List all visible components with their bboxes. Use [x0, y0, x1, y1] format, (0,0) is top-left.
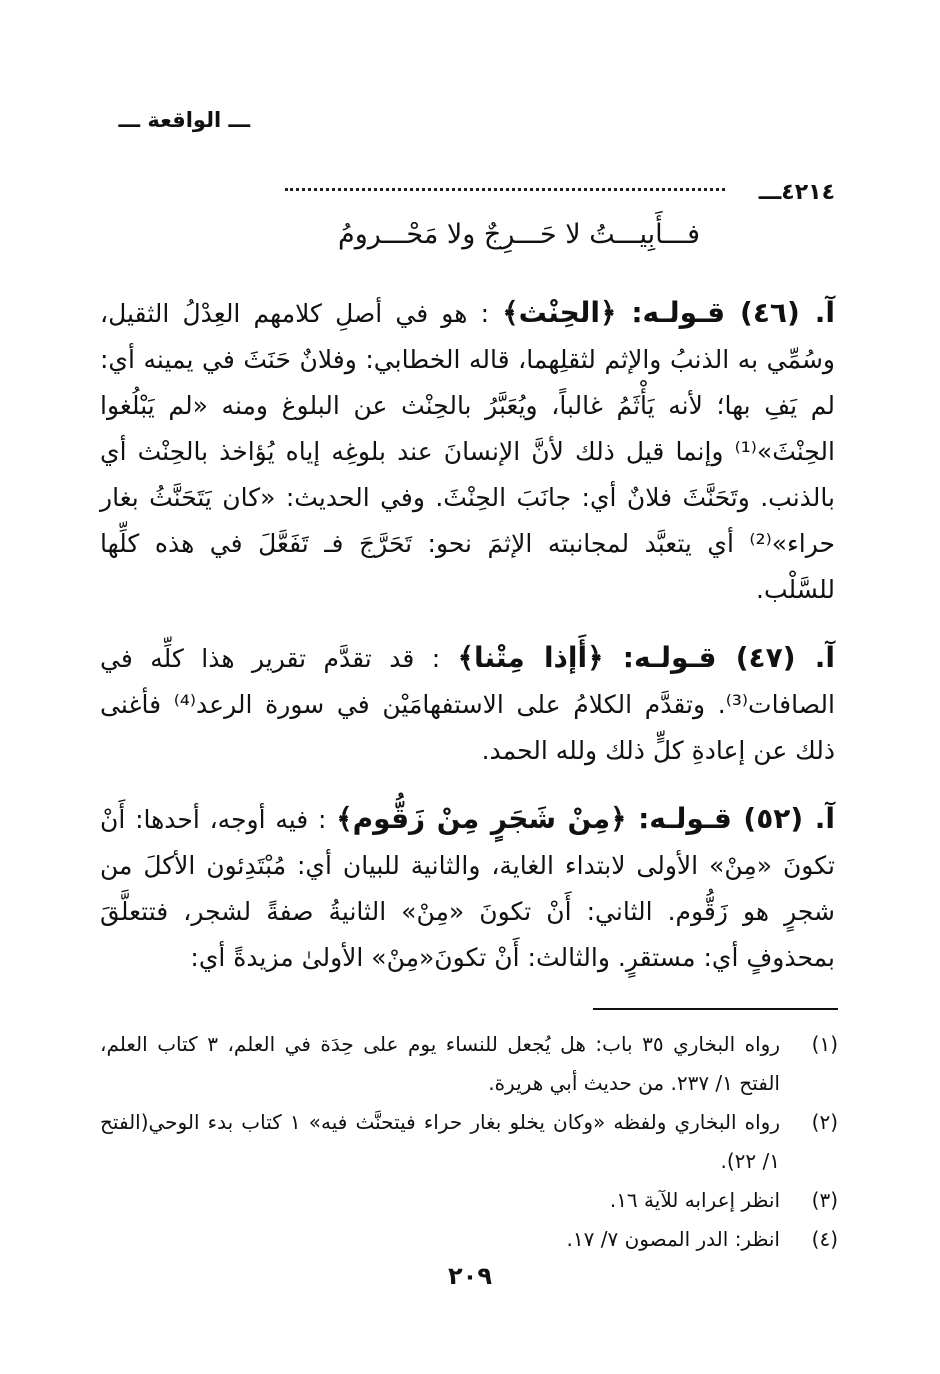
footnote-text: رواه البخاري ٣٥ باب: هل يُجعل للنساء يوم على حِدَة في العلم، ٣ كتاب العلم، الفتح ١/ ٢٣٧. من حديث أبي هريرة. — [100, 1032, 780, 1095]
footnote-item — [100, 1025, 838, 1103]
footnote-divider — [593, 1008, 838, 1010]
citation-number: ٤٢١٤ـــ — [758, 180, 835, 205]
footnote-text: انظر إعرابه للآية ١٦. — [609, 1188, 780, 1212]
poetry-citation — [100, 180, 835, 250]
footnote-text: رواه البخاري ولفظه «وكان يخلو بغار حراء فيتحنَّث فيه» ١ كتاب بدء الوحي(الفتح ١/ ٢٢). — [100, 1110, 780, 1173]
paragraph-text: : هو في أصلِ كلامهم العِدْلُ الثقيل، وسُمِّي به الذنبُ والإثم لثقلِهما، قاله الخطابي: وفلانٌ حَنَثَ في يمينه أي: لم يَفِ بها؛ لأنه يَأْثَمُ غالباً، ويُعَبَّرُ بالحِنْث عن البلوغ ومنه «لم يَبْلُغوا الحِنْثَ»⁽¹⁾ وإنما قيل ذلك لأنَّ الإنسانَ عند بلوغِه إياه يُؤاخذ بالحِنْث أي بالذنب. وتَحَنَّثَ فلانٌ أي: جانَبَ الحِنْثَ. وفي الحديث: «كان يَتَحَنَّثُ بغار حراء»⁽²⁾ أي يتعبَّد لمجانبته الإثمَ نحو: تَحَرَّجَ فـ تَفَعَّلَ في هذه كلِّها للسَّلْب. — [100, 299, 835, 604]
running-header: ـــ الواقعة ـــ — [118, 108, 250, 132]
verse-reference: آ. (٥٢) قـولـه: ﴿مِنْ شَجَرٍ مِنْ زَقُّوم﴾ — [336, 802, 835, 835]
verse-reference: آ. (٤٧) قـولـه: ﴿أَإذا مِتْنا﴾ — [457, 641, 835, 674]
verse-reference: آ. (٤٦) قـولـه: ﴿الحِنْث﴾ — [502, 296, 836, 329]
footnote-number: (٢) — [811, 1110, 838, 1134]
paragraph-text: : فيه أوجه، أحدها: أَنْ تكونَ «مِنْ» الأولى لابتداء الغاية، والثانية للبيان أي: مُبْتَدِئون الأكلَ من شجرٍ هو زَقُّوم. الثاني: أَنْ تكونَ «مِنْ» الثانيةُ صفةً لشجر، فتتعلَّقَ بمحذوفٍ أي: مستقرٍ. والثالث: أَنْ تكونَ«مِنْ» الأولىٰ مزيدةً أي: — [100, 805, 835, 972]
footnotes — [100, 1025, 838, 1259]
verse-line: فـــأَبِيـــتُ لا حَـــرِجٌ ولا مَحْـــرومُ — [338, 219, 700, 250]
commentary-paragraph — [100, 796, 835, 981]
footnote-number: (١) — [811, 1032, 838, 1056]
footnote-item — [100, 1220, 838, 1259]
page-number: ٢٠٩ — [448, 1262, 492, 1290]
paragraph-text: : قد تقدَّم تقرير هذا كلِّه في الصافات⁽³⁾. وتقدَّم الكلامُ على الاستفهامَيْن في سورة الرعد⁽⁴⁾ فأغنى ذلك عن إعادةِ كلٍّ ذلك ولله الحمد. — [100, 644, 835, 765]
dotted-leader — [285, 188, 725, 191]
main-text — [100, 290, 835, 1003]
footnote-item — [100, 1181, 838, 1220]
footnote-item — [100, 1103, 838, 1181]
commentary-paragraph — [100, 290, 835, 613]
commentary-paragraph — [100, 635, 835, 774]
footnote-number: (٣) — [811, 1188, 838, 1212]
footnote-number: (٤) — [811, 1227, 838, 1251]
footnote-text: انظر: الدر المصون ٧/ ١٧. — [566, 1227, 780, 1251]
